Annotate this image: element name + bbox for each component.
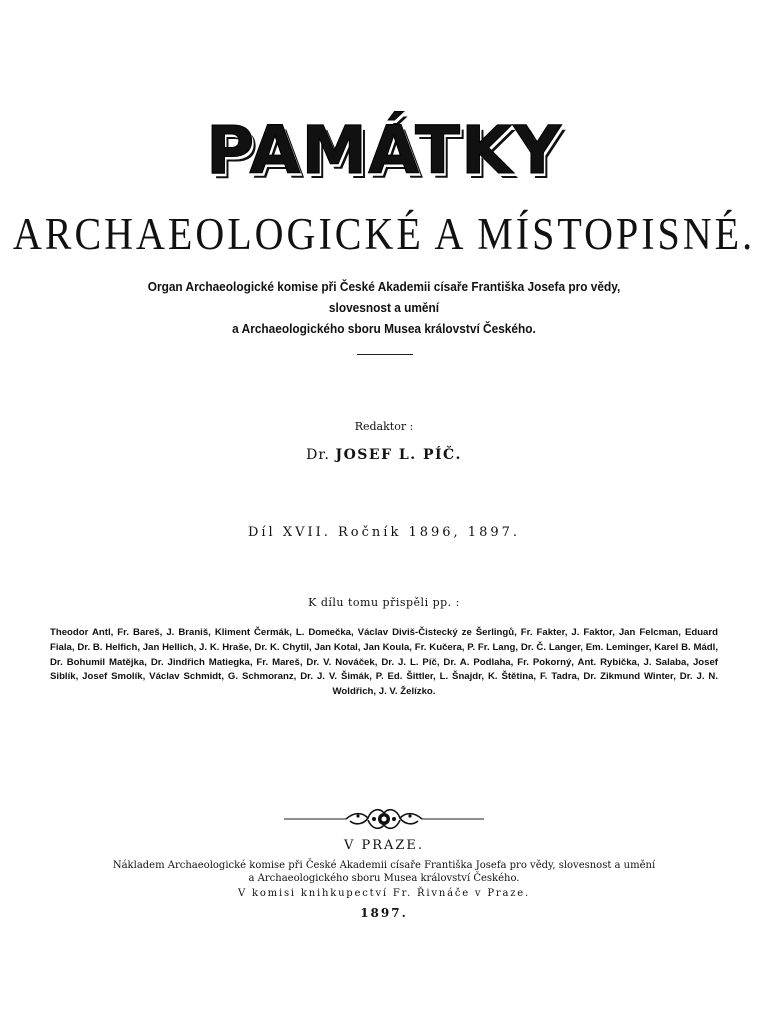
editor-name-line bbox=[0, 447, 768, 463]
floral-ornament-icon bbox=[0, 804, 768, 834]
commission-line: V komisi knihkupectví Fr. Řivnáče v Praze. bbox=[238, 888, 530, 899]
subtitle: ARCHAEOLOGICKÉ A MÍSTOPISNÉ. bbox=[12, 207, 756, 260]
publisher-line-1: Nákladem Archaeologické komise při České Akademii císaře Františka Josefa pro vědy, slovesnost a umění bbox=[112, 860, 656, 871]
publisher-line-2: a Archaeologického sboru Musea království Českého. bbox=[248, 873, 520, 884]
contributors-list: Theodor Antl, Fr. Bareš, J. Braniš, Kliment Čermák, L. Domečka, Václav Diviš-Čistecký ze Šerlingů, Fr. Fakter, J. Faktor, Jan Felcman, Eduard Fiala, Dr. B. Helfich, Jan Hellich, J. K. Hraše, Dr. K. Chytil, Jan Kotal, Jan Koula, Fr. Kučera, P. Fr. Lang, Dr. Č. Langer, Em. Leminger, Karel B. Mádl, Dr. Bohumil Matějka, Dr. Jindřich Matiegka, Fr. Mareš, Dr. V. Nováček, Dr. J. L. Píč, Dr. A. Podlaha, Fr. Pokorný, Ant. Rybička, J. Salaba, Josef Siblík, Josef Smolík, Václav Schmidt, G. Schmoranz, Dr. J. V. Šimák, P. Ed. Šittler, L. Šnajdr, K. Štětina, F. Tadra, Dr. Zikmund Winter, Dr. J. N. Woldřich, J. V. Želízko. bbox=[50, 627, 718, 698]
organ-line-1: Organ Archaeologické komise při České Akademii císaře Františka Josefa pro vědy, slovesnost a umění bbox=[147, 279, 621, 315]
editor-name: JOSEF L. PÍČ. bbox=[335, 447, 462, 463]
contributors-label: K dílu tomu přispěli pp. : bbox=[308, 596, 460, 609]
editor-label: Redaktor : bbox=[354, 420, 414, 433]
organ-description bbox=[38, 276, 729, 339]
volume-info: Díl XVII. Ročník 1896, 1897. bbox=[247, 525, 521, 540]
organ-line-2: a Archaeologického sboru Musea království Českého. bbox=[232, 321, 536, 336]
place-of-publication: V PRAZE. bbox=[343, 838, 425, 853]
main-title: PAMÁTKY bbox=[206, 112, 562, 189]
publisher-note bbox=[100, 859, 668, 885]
editor-prefix: Dr. bbox=[306, 447, 331, 463]
divider-rule bbox=[357, 354, 413, 355]
publication-year: 1897. bbox=[360, 906, 408, 920]
